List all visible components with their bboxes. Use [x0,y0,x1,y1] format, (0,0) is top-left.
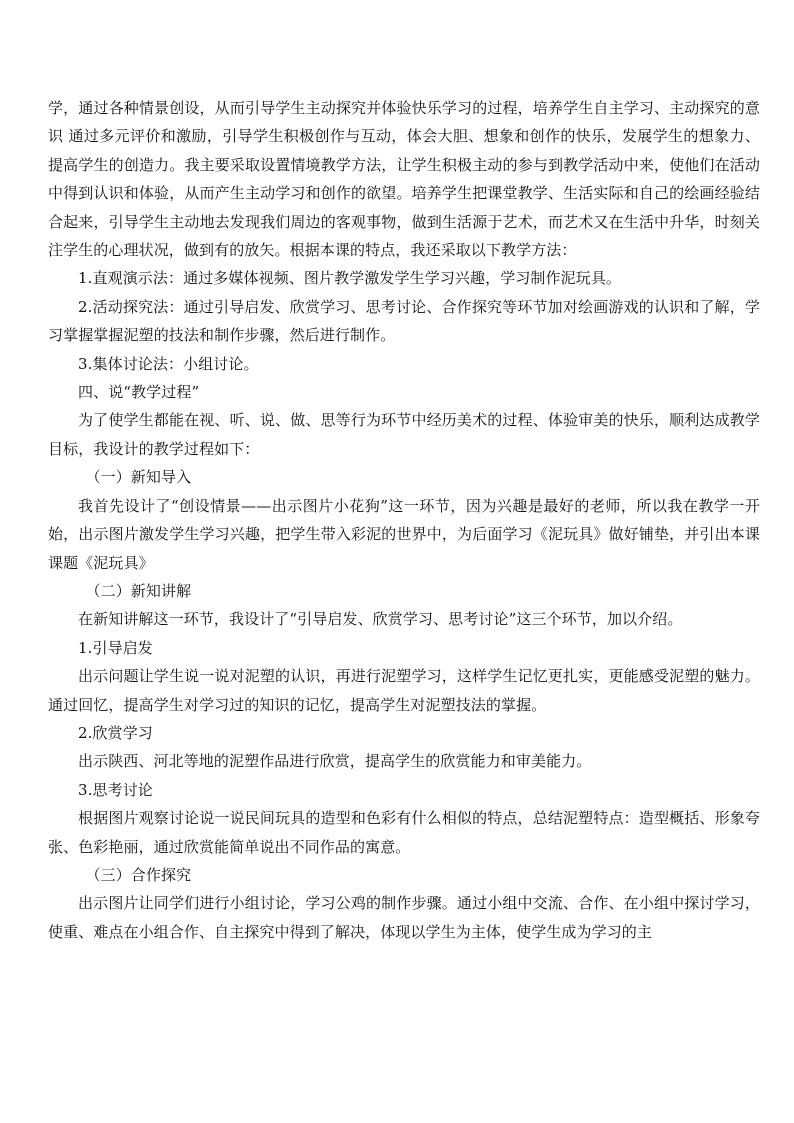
document-body [48,94,760,946]
paragraph-discussion: 根据图片观察讨论说一说民间玩具的造型和色彩有什么相似的特点，总结泥塑特点：造型概括、形象夸张、色彩艳丽，通过欣赏能简单说出不同作品的寓意。 [48,809,760,856]
paragraph-guidance: 出示问题让学生说一说对泥塑的认识，再进行泥塑学习，这样学生记忆更扎实，更能感受泥塑的魅力。通过回忆，提高学生对学习过的知识的记忆，提高学生对泥塑技法的掌握。 [48,667,760,714]
subsection-heading-explanation: （二）新知讲解 [85,581,192,600]
subsection-heading-introduction: （一）新知导入 [85,468,192,487]
paragraph-cooperation: 出示图片让同学们进行小组讨论，学习公鸡的制作步骤。通过小组中交流、合作、在小组中探讨学习，使重、难点在小组合作、自主探究中得到了解决，体现以学生为主体，使学生成为学习的主 [48,894,760,941]
subsection-heading-cooperation: （三）合作探究 [85,865,192,884]
method-item-activity-exploration: 2.活动探究法：通过引导启发、欣赏学习、思考讨论、合作探究等环节加对绘画游戏的认识和了解，学习掌握掌握泥塑的技法和制作步骤，然后进行制作。 [48,297,760,345]
section-heading-teaching-process: 四、说“教学过程” [78,383,200,402]
paragraph-process-intro: 为了使学生都能在视、听、说、做、思等行为环节中经历美术的过程、体验审美的快乐，顺利达成教学目标，我设计的教学过程如下： [48,411,760,458]
paragraph-appreciation: 出示陕西、河北等地的泥塑作品进行欣赏，提高学生的欣赏能力和审美能力。 [78,752,592,771]
method-item-demonstration: 1.直观演示法：通过多媒体视频、图片教学激发学生学习兴趣，学习制作泥玩具。 [78,269,622,288]
paragraph-explanation: 在新知讲解这一环节，我设计了“引导启发、欣赏学习、思考讨论”这三个环节，加以介绍。 [78,610,683,629]
item-discussion: 3.思考讨论 [78,780,153,799]
paragraph-introduction: 我首先设计了“创设情景——出示图片小花狗”这一环节，因为兴趣是最好的老师，所以我在教学一开始，出示图片激发学生学习兴趣，把学生带入彩泥的世界中，为后面学习《泥玩具》做好铺垫，并引出本课课题《泥玩具》 [48,496,760,572]
item-guidance: 1.引导启发 [78,638,153,657]
method-item-group-discussion: 3.集体讨论法：小组讨论。 [78,354,259,373]
item-appreciation: 2.欣赏学习 [78,723,153,742]
paragraph-teaching-methods-intro: 学，通过各种情景创设，从而引导学生主动探究并体验快乐学习的过程，培养学生自主学习、主动探究的意识 通过多元评价和激励，引导学生积极创作与互动，体会大胆、想象和创作的快乐，发展学生的想象力、提高学生的创造力。我主要采取设置情境教学方法，让学生积极主动的参与到教学活动中来，使他们在活动中得到认识和体验，从而产生主动学习和创作的欲望。培养学生把课堂教学、生活实际和自己的绘画经验结合起来，引导学生主动地去发现我们周边的客观事物，做到生活源于艺术，而艺术又在生活中升华，时刻关注学生的心理状况，做到有的放矢。根据本课的特点，我还采取以下教学方法： [48,99,760,260]
